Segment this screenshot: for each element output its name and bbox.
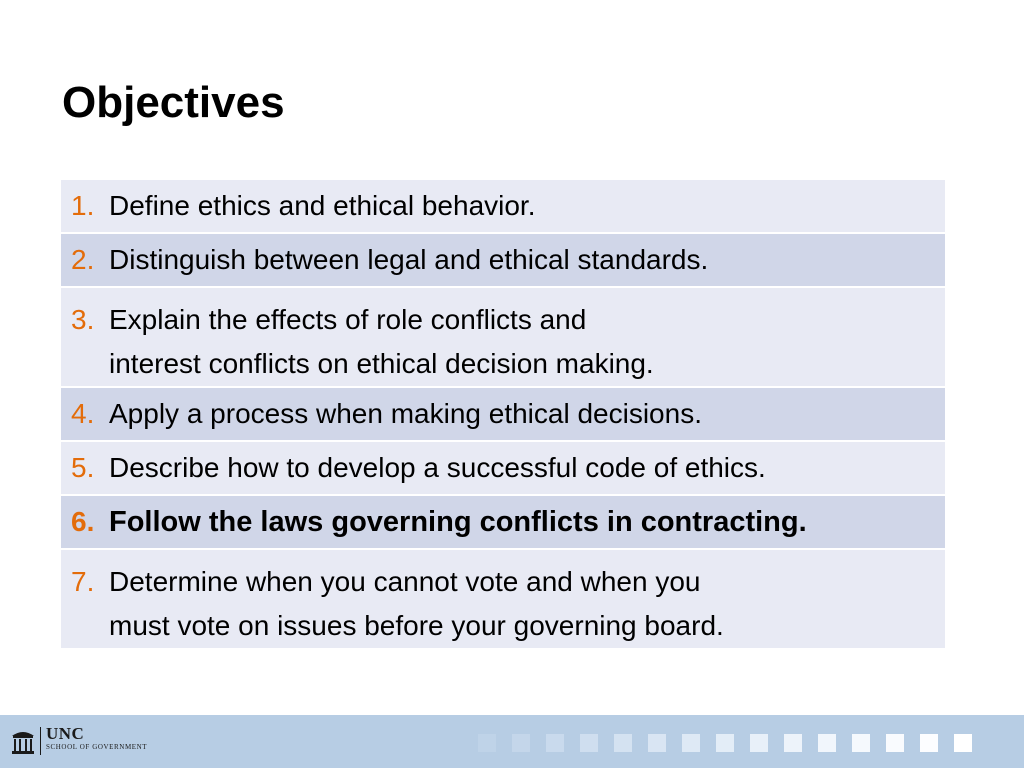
decorative-square	[546, 734, 564, 752]
footer-bar	[0, 715, 1024, 768]
unc-logo	[46, 725, 147, 752]
objective-number: 2.	[71, 244, 95, 275]
decorative-square	[512, 734, 530, 752]
decorative-square	[852, 734, 870, 752]
logo-divider	[40, 727, 41, 755]
objectives-table	[61, 180, 945, 650]
logo-school-text: SCHOOL OF GOVERNMENT	[46, 743, 148, 751]
objective-number: 3.	[71, 304, 95, 335]
decorative-square	[682, 734, 700, 752]
objective-row	[61, 288, 945, 388]
slide-title: Objectives	[62, 78, 285, 127]
objective-text: Apply a process when making ethical decisions.	[109, 398, 702, 429]
old-well-icon	[10, 727, 36, 755]
decorative-square	[614, 734, 632, 752]
decorative-squares	[478, 734, 972, 752]
decorative-square	[478, 734, 496, 752]
objective-text: Define ethics and ethical behavior.	[109, 190, 536, 221]
decorative-square	[750, 734, 768, 752]
objective-row	[61, 550, 945, 650]
decorative-square	[648, 734, 666, 752]
objective-row	[61, 388, 945, 442]
decorative-square	[580, 734, 598, 752]
decorative-square	[954, 734, 972, 752]
decorative-square	[784, 734, 802, 752]
objective-text: Distinguish between legal and ethical standards.	[109, 244, 709, 275]
objective-row	[61, 234, 945, 288]
objective-text: Explain the effects of role conflicts and interest conflicts on ethical decision making.	[109, 304, 654, 379]
objective-text: Describe how to develop a successful code of ethics.	[109, 452, 766, 483]
objective-row-highlighted	[61, 496, 945, 550]
objective-row	[61, 180, 945, 234]
decorative-square	[716, 734, 734, 752]
logo-unc-text: UNC	[46, 724, 85, 743]
objective-row	[61, 442, 945, 496]
objective-number: 4.	[71, 398, 95, 429]
objective-number: 7.	[71, 566, 95, 597]
objective-number: 5.	[71, 452, 95, 483]
objective-number: 1.	[71, 190, 95, 221]
objective-text: Follow the laws governing conflicts in contracting.	[109, 505, 807, 538]
decorative-square	[920, 734, 938, 752]
decorative-square	[818, 734, 836, 752]
objective-number: 6.	[71, 506, 95, 537]
decorative-square	[886, 734, 904, 752]
objective-text: Determine when you cannot vote and when you must vote on issues before your governing board.	[109, 566, 724, 641]
